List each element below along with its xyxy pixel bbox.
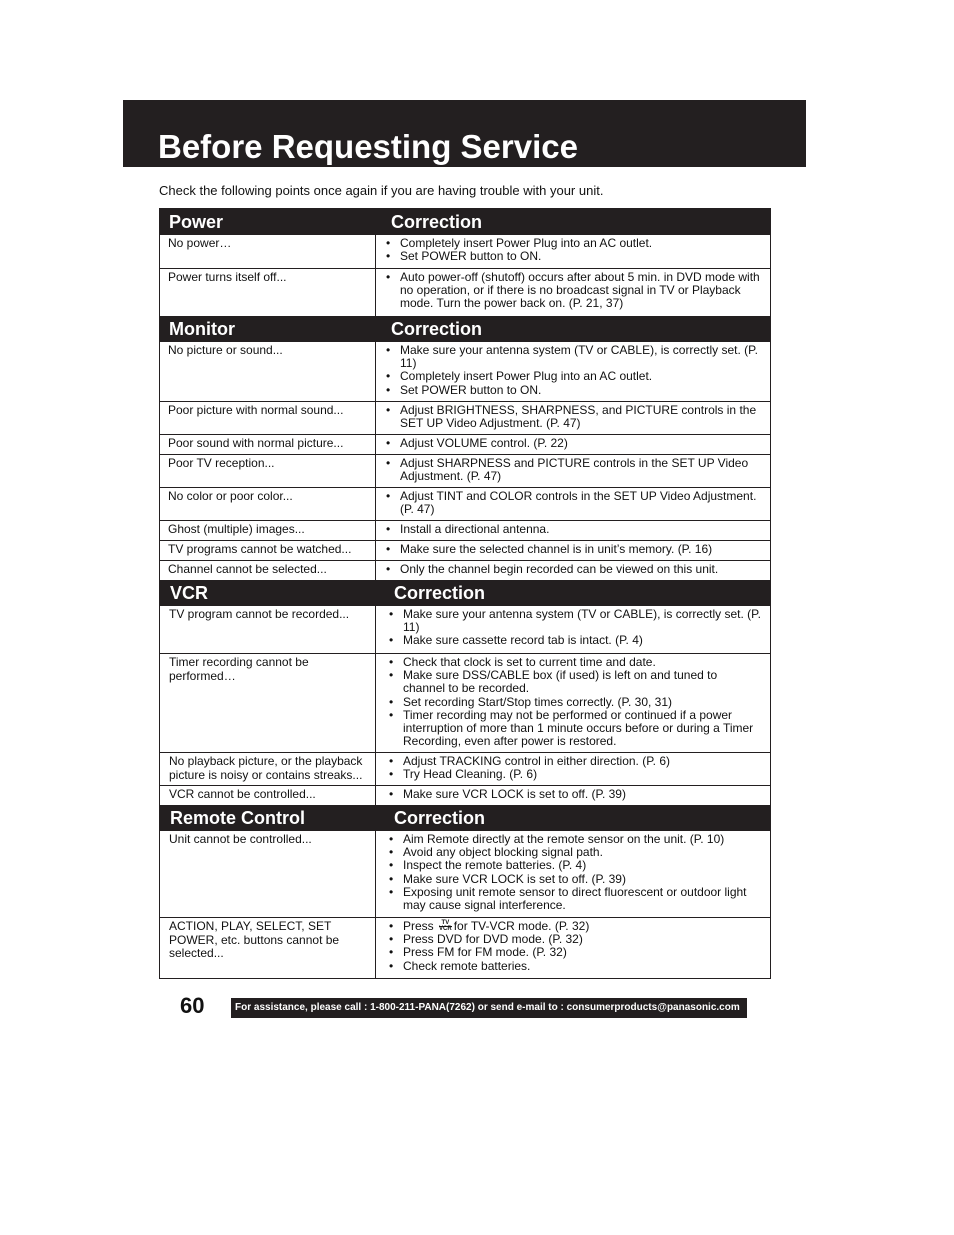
correction-text: Press [403,919,434,933]
table-row [160,235,770,268]
correction-cell [376,455,770,487]
correction-text: Check that clock is set to current time and date. [403,655,656,669]
correction-item [386,563,762,576]
symptom-header: Remote Control [170,808,305,828]
correction-cell [376,786,770,805]
symptom-cell: VCR cannot be controlled... [160,786,376,805]
correction-item [389,634,762,647]
correction-text: Adjust TINT and COLOR controls in the SET UP Video Adjustment. (P. 47) [400,489,757,517]
section-header [160,316,770,342]
correction-text: Only the channel begin recorded can be viewed on this unit. [400,562,719,576]
correction-text-after-icon: for TV-VCR mode. (P. 32) [453,919,590,933]
symptom-cell: Ghost (multiple) images... [160,521,376,540]
correction-text: Make sure cassette record tab is intact. (P. 4) [403,633,643,648]
correction-item [386,523,762,536]
correction-text: Timer recording may not be performed or continued if a power interruption of more than 1 minute occurs before or during a Timer Recording, even after power is restored. [403,707,754,749]
tv-vcr-icon-top: TV [441,920,450,927]
correction-cell [376,342,770,401]
troubleshooting-table [159,208,771,979]
correction-text: Install a directional antenna. [400,522,550,536]
correction-text: Completely insert Power Plug into an AC outlet. [400,369,653,384]
section-header [160,580,770,606]
correction-text: Set POWER button to ON. [400,249,542,264]
correction-header: Correction [391,212,483,232]
symptom-cell: Unit cannot be controlled... [160,831,376,917]
symptom-header: Monitor [169,319,235,339]
table-row [160,520,770,540]
correction-cell [376,541,770,560]
correction-text: Press DVD for DVD mode. (P. 32) [403,932,583,947]
symptom-cell: No picture or sound... [160,342,376,401]
correction-text: Adjust VOLUME control. (P. 22) [400,436,568,450]
correction-text: Make sure VCR LOCK is set to off. (P. 39) [403,871,626,886]
symptom-header: Power [169,212,224,232]
correction-cell [376,654,770,752]
correction-text: Make sure your antenna system (TV or CABLE), is correctly set. (P. 11) [400,343,758,371]
correction-cell [376,831,770,917]
correction-item [386,437,762,450]
section-header [160,209,770,235]
correction-text: Aim Remote directly at the remote sensor on the unit. (P. 10) [403,832,725,846]
table-row [160,434,770,454]
correction-text: Try Head Cleaning. (P. 6) [403,767,538,782]
page-title: Before Requesting Service [158,128,578,165]
correction-item [386,384,762,397]
correction-text: Make sure VCR LOCK is set to off. (P. 39) [403,787,626,801]
tv-vcr-button-icon [439,921,452,932]
correction-text: Auto power-off (shutoff) occurs after about 5 min. in DVD mode with no operation, or if there is no broadcast signal in TV or Playback mode. Turn the power back on. (P. 21, 37) [400,270,760,311]
symptom-cell: Power turns itself off... [160,269,376,316]
correction-cell [376,269,770,316]
section-header [160,805,770,831]
table-row [160,831,770,917]
symptom-cell: Channel cannot be selected... [160,561,376,580]
table-row [160,560,770,580]
correction-item [386,271,762,311]
correction-item [389,768,762,781]
correction-text: Adjust SHARPNESS and PICTURE controls in the SET UP Video Adjustment. (P. 47) [400,456,749,484]
table-row [160,752,770,785]
correction-text: Make sure your antenna system (TV or CABLE), is correctly set. (P. 11) [403,607,761,635]
correction-cell [376,918,770,978]
table-row [160,917,770,978]
symptom-cell: TV program cannot be recorded... [160,606,376,653]
symptom-cell: Timer recording cannot be performed… [160,654,376,752]
table-row [160,653,770,752]
correction-text: Avoid any object blocking signal path. [403,845,603,860]
correction-item [389,788,762,801]
correction-item [386,457,762,483]
correction-cell [376,435,770,454]
correction-text: Press FM for FM mode. (P. 32) [403,945,567,960]
correction-header: Correction [394,808,486,828]
symptom-cell: Poor picture with normal sound... [160,402,376,434]
correction-cell [376,606,770,653]
correction-item [386,490,762,516]
symptom-cell: Poor sound with normal picture... [160,435,376,454]
table-row [160,401,770,434]
correction-item [389,960,762,973]
table-row [160,342,770,401]
correction-text: Adjust TRACKING control in either direction. (P. 6) [403,754,670,768]
table-row [160,785,770,805]
table-row [160,454,770,487]
footer-assistance-bar: For assistance, please call : 1-800-211-PANA(7262) or send e-mail to : consumerproducts@panasonic.com [231,998,747,1018]
tv-vcr-icon-bottom: VCR [439,926,452,933]
correction-item [386,250,762,263]
table-row [160,268,770,316]
correction-item [389,608,762,634]
correction-item [389,709,762,749]
symptom-cell: No color or poor color... [160,488,376,520]
symptom-cell: No power… [160,235,376,268]
table-row [160,487,770,520]
correction-text: Set POWER button to ON. [400,382,542,397]
correction-text: Completely insert Power Plug into an AC outlet. [400,236,653,250]
correction-text: Make sure DSS/CABLE box (if used) is left on and tuned to channel to be recorded. [403,668,718,696]
correction-text: Adjust BRIGHTNESS, SHARPNESS, and PICTURE controls in the SET UP Video Adjustment. (P. 47) [400,403,757,431]
symptom-cell: Poor TV reception... [160,455,376,487]
symptom-cell: No playback picture, or the playback picture is noisy or contains streaks... [160,753,376,785]
correction-item [389,886,762,912]
correction-text: Set recording Start/Stop times correctly. (P. 30, 31) [403,694,673,709]
page-number: 60 [180,993,205,1018]
correction-header: Correction [394,583,486,603]
table-row [160,540,770,560]
correction-cell [376,521,770,540]
symptom-cell: ACTION, PLAY, SELECT, SET POWER, etc. buttons cannot be selected... [160,918,376,978]
correction-cell [376,235,770,268]
symptom-header: VCR [170,583,209,603]
title-bar [123,100,806,167]
correction-cell [376,753,770,785]
correction-text: Make sure the selected channel is in unit’s memory. (P. 16) [400,542,713,556]
intro-text: Check the following points once again if you are having trouble with your unit. [159,183,604,198]
correction-text: Exposing unit remote sensor to direct fluorescent or outdoor light may cause signal interference. [403,884,747,913]
correction-cell [376,561,770,580]
correction-cell [376,402,770,434]
correction-item [386,543,762,556]
correction-text: Inspect the remote batteries. (P. 4) [403,858,587,873]
correction-item [389,669,762,695]
correction-header: Correction [391,319,483,339]
correction-item [386,344,762,370]
correction-cell [376,488,770,520]
table-row [160,606,770,653]
symptom-cell: TV programs cannot be watched... [160,541,376,560]
correction-text: Check remote batteries. [403,958,531,973]
correction-item [386,404,762,430]
